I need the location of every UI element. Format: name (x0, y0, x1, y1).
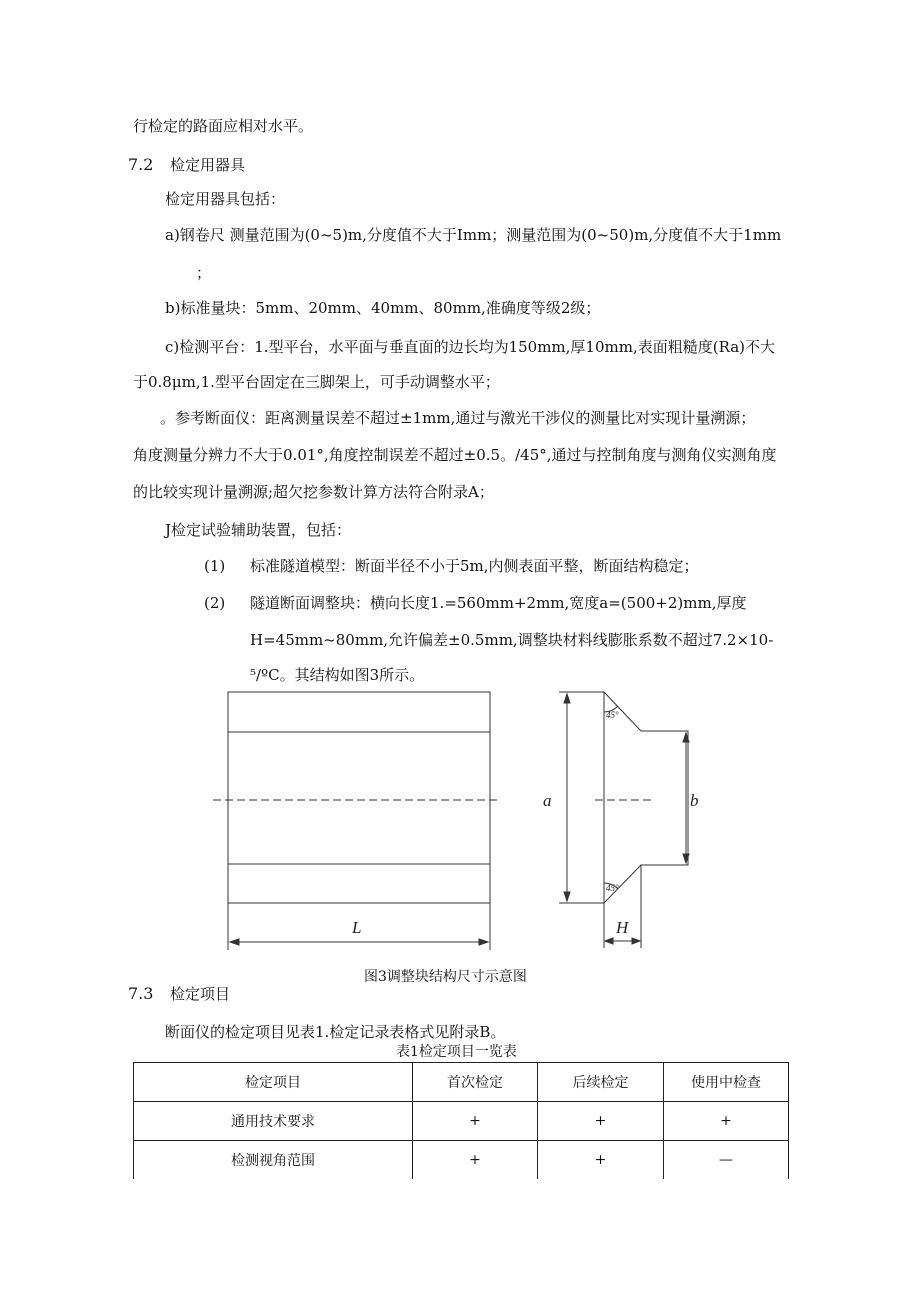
label-b: b (690, 791, 699, 810)
list-item: H=45mm~80mm,允许偏差±0.5mm,调整块材料线膨胀系数不超过7.2×10- (250, 631, 774, 649)
arrow-head (632, 938, 640, 944)
table-header: 使用中检查 (664, 1063, 789, 1102)
body-line: 于0.8μm,1.型平台固定在三脚架上，可手动调整水平； (133, 373, 500, 391)
body-line: 的比较实现计量溯源;超欠挖参数计算方法符合附录A； (133, 483, 494, 501)
table-cell: + (538, 1102, 664, 1141)
section-number: 7.3 (128, 984, 154, 1003)
angle-label-bottom: 45° (606, 883, 619, 893)
body-line: b)标准量块：5mm、20mm、40mm、80mm,准确度等级2级； (165, 299, 601, 317)
side-view (559, 692, 689, 948)
table-cell: + (664, 1102, 789, 1141)
body-line: ； (196, 264, 212, 282)
table-cell: 通用技术要求 (134, 1102, 413, 1141)
list-number: (1) (204, 557, 226, 575)
body-line: 。参考断面仪：距离测量误差不超过±1mm,通过与激光干涉仪的测量比对实现计量溯源； (160, 409, 756, 427)
arrow-head (230, 939, 239, 945)
body-line: J检定试验辅助装置，包括： (165, 521, 352, 539)
body-line: 断面仪的检定项目见表1.检定记录表格式见附录B。 (165, 1023, 506, 1041)
section-title: 检定用器具 (170, 156, 246, 174)
section-number: 7.2 (128, 155, 154, 174)
table-cell: 检测视角范围 (134, 1141, 413, 1180)
body-line: c)检测平台：1.型平台，水平面与垂直面的边长均为150mm,厚10mm,表面粗糙度(Ra)不大 (165, 338, 776, 356)
label-a: a (543, 791, 552, 810)
body-line: 角度测量分辨力不大于0.01°,角度控制误差不超过±0.5。/45°,通过与控制角度与测角仪实测角度 (133, 446, 777, 464)
label-H: H (616, 918, 629, 937)
body-line: 行检定的路面应相对水平。 (133, 117, 314, 135)
body-line: 检定用器具包括： (165, 190, 286, 208)
arrow-head (479, 939, 488, 945)
table-header: 首次检定 (413, 1063, 538, 1102)
inspection-items-table (133, 1062, 789, 1179)
list-number: (2) (204, 594, 226, 612)
label-L: L (352, 918, 362, 937)
table-cell: + (538, 1141, 664, 1180)
body-line: a)钢卷尺 测量范围为(0~5)m,分度值不大于Imm；测量范围为(0~50)m,分度值不大于1mm (165, 226, 782, 244)
table-cell: + (413, 1141, 538, 1180)
list-item: 隧道断面调整块：横向长度1.=560mm+2mm,宽度a=(500+2)mm,厚度 (250, 594, 747, 612)
table-header-row (134, 1063, 789, 1102)
block-outline (228, 692, 490, 903)
side-outline (604, 692, 688, 903)
list-item: 标准隧道模型：断面半径不小于5m,内侧表面平整，断面结构稳定； (250, 557, 699, 575)
table-title: 表1检定项目一览表 (396, 1044, 517, 1060)
arrow-head (564, 892, 570, 901)
table-row (134, 1102, 789, 1141)
list-item: ⁵/ºC。其结构如图3所示。 (250, 666, 425, 684)
front-view (213, 692, 500, 950)
table-header: 后续检定 (538, 1063, 664, 1102)
table-header: 检定项目 (134, 1063, 413, 1102)
section-title: 检定项目 (170, 985, 231, 1003)
arrow-head (605, 938, 613, 944)
angle-label-top: 45° (606, 710, 619, 720)
table-cell: + (413, 1102, 538, 1141)
figure-caption: 图3调整块结构尺寸示意图 (364, 969, 527, 985)
table-cell: — (664, 1141, 789, 1180)
arrow-head (564, 694, 570, 703)
table-row (134, 1141, 789, 1180)
